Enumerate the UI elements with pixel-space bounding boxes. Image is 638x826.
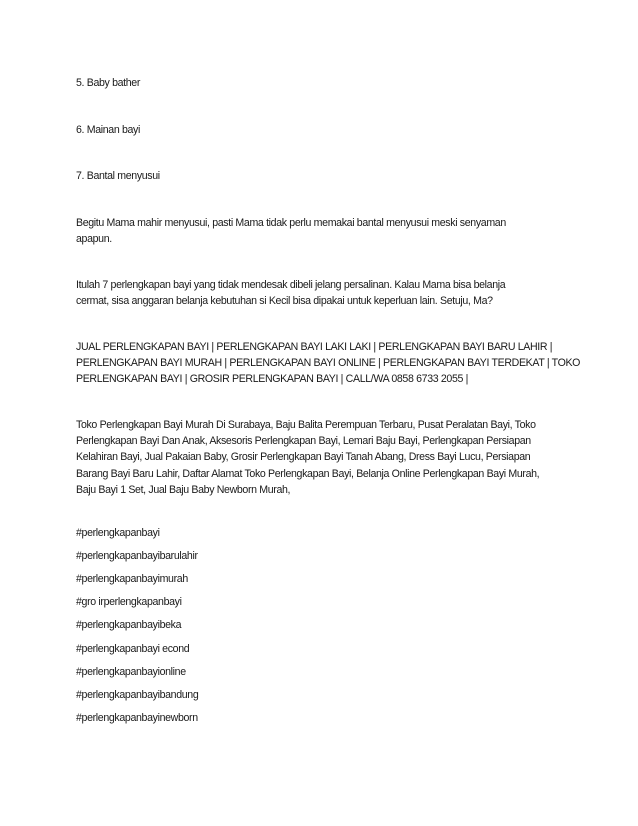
paragraph-line: JUAL PERLENGKAPAN BAYI | PERLENGKAPAN BAYI LAKI LAKI | PERLENGKAPAN BAYI BARU LAHIR |: [76, 341, 553, 353]
paragraph-summary: [76, 277, 556, 309]
hashtag: #perlengkapanbayibandung: [76, 689, 199, 701]
paragraph-line: Barang Bayi Baru Lahir, Daftar Alamat Toko Perlengkapan Bayi, Belanja Online Perlengkapan Bayi Murah,: [76, 467, 540, 480]
paragraph-bantal: [76, 215, 556, 247]
hashtag: #perlengkapanbayimurah: [76, 573, 188, 585]
paragraph-line: Kelahiran Bayi, Jual Pakaian Baby, Grosir Perlengkapan Bayi Tanah Abang, Dress Bayi Lucu, Persiapan: [76, 451, 531, 464]
paragraph-line: Itulah 7 perlengkapan bayi yang tidak mendesak dibeli jelang persalinan. Kalau Mama bisa belanja: [76, 279, 506, 291]
paragraph-line: Perlengkapan Bayi Dan Anak, Aksesoris Perlengkapan Bayi, Lemari Baju Bayi, Perlengkapan Persiapan: [76, 435, 531, 448]
paragraph-store-description: [76, 417, 556, 498]
list-item-baby-bather: 5. Baby bather: [76, 77, 141, 89]
paragraph-line: apapun.: [76, 233, 112, 246]
hashtag: #perlengkapanbayionline: [76, 666, 186, 678]
paragraph-line: Toko Perlengkapan Bayi Murah Di Surabaya, Baju Balita Perempuan Terbaru, Pusat Peralatan Bayi, Toko: [76, 419, 536, 431]
hashtag: #perlengkapanbayi econd: [76, 643, 190, 655]
hashtag: #perlengkapanbayi: [76, 527, 160, 539]
paragraph-store-keywords: [76, 339, 581, 388]
paragraph-line: Baju Bayi 1 Set, Jual Baju Baby Newborn Murah,: [76, 483, 291, 496]
hashtag: #gro irperlengkapanbayi: [76, 596, 182, 608]
hashtag: #perlengkapanbayibeka: [76, 619, 182, 631]
hashtag: #perlengkapanbayinewborn: [76, 712, 198, 724]
list-item-bantal-menyusui: 7. Bantal menyusui: [76, 170, 160, 182]
paragraph-line: PERLENGKAPAN BAYI | GROSIR PERLENGKAPAN BAYI | CALL/WA 0858 6733 2055 |: [76, 373, 469, 386]
paragraph-line: PERLENGKAPAN BAYI MURAH | PERLENGKAPAN BAYI ONLINE | PERLENGKAPAN BAYI TERDEKAT | TOKO: [76, 357, 581, 370]
hashtag: #perlengkapanbayibarulahir: [76, 550, 198, 562]
list-item-mainan-bayi: 6. Mainan bayi: [76, 124, 141, 136]
paragraph-line: Begitu Mama mahir menyusui, pasti Mama tidak perlu memakai bantal menyusui meski senyaman: [76, 217, 506, 229]
paragraph-line: cermat, sisa anggaran belanja kebutuhan si Kecil bisa dipakai untuk keperluan lain. Setuju, Ma?: [76, 295, 493, 308]
